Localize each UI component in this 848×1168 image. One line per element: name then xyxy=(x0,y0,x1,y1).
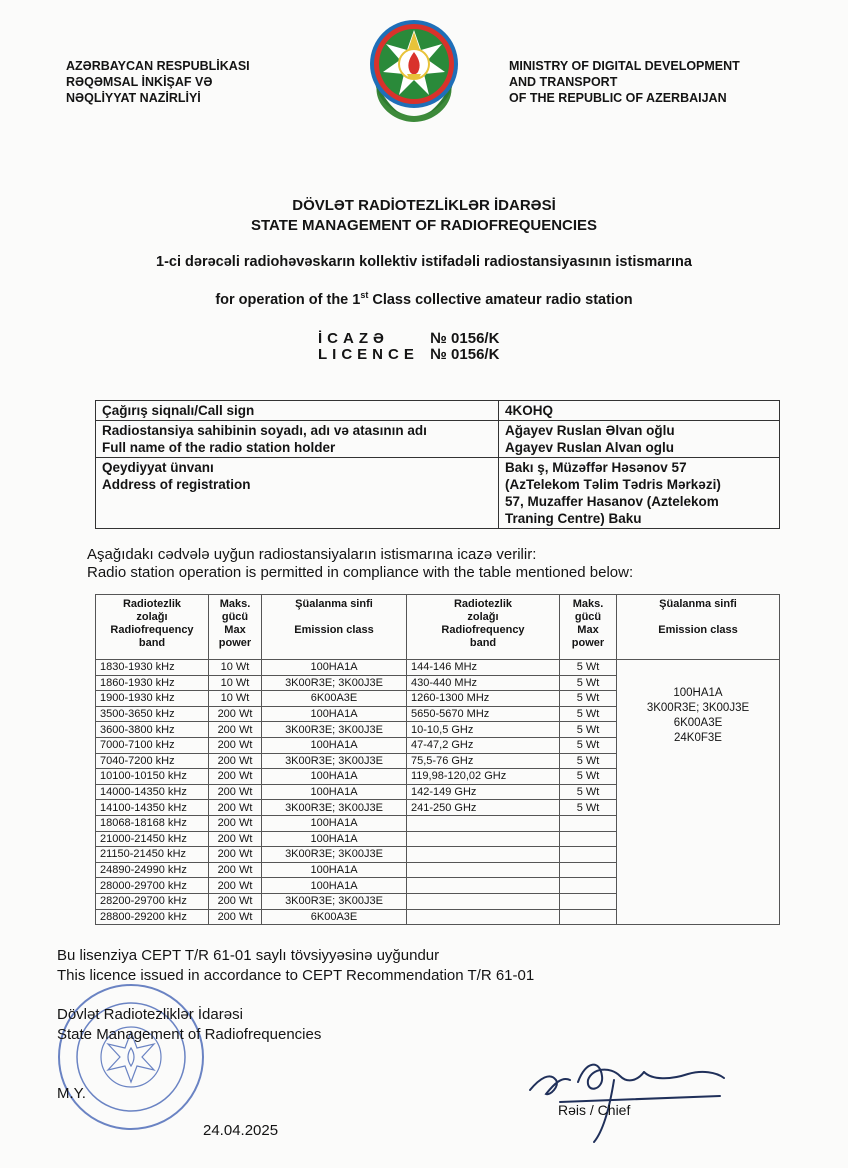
band-cell-2-empty xyxy=(407,909,560,925)
chief-label: Rəis / Chief xyxy=(558,1102,631,1118)
power-cell: 200 Wt xyxy=(209,893,262,909)
header-text: zolağı xyxy=(467,611,499,623)
power-cell: 10 Wt xyxy=(209,675,262,691)
band-cell-2: 142-149 GHz xyxy=(407,784,560,800)
band-cell: 24890-24990 kHz xyxy=(96,862,209,878)
header-text: Radiofrequency xyxy=(110,624,194,636)
header-band xyxy=(96,595,209,660)
header-text: power xyxy=(218,637,252,649)
address-label-az: Qeydiyyat ünvanı xyxy=(102,460,214,475)
address-label-en: Address of registration xyxy=(102,477,251,492)
address-row xyxy=(96,458,780,529)
holder-info-table xyxy=(95,400,780,529)
band-cell: 10100-10150 kHz xyxy=(96,769,209,785)
address-line: 57, Muzaffer Hasanov (Aztelekom xyxy=(505,494,719,509)
header-text: zolağı xyxy=(136,611,168,623)
header-text: Maks. xyxy=(219,598,251,610)
header-left-line: NƏQLİYYAT NAZİRLİYİ xyxy=(66,91,201,105)
header-text: Radiofrequency xyxy=(441,624,525,636)
header-emission xyxy=(262,595,407,660)
purpose-en-sup: st xyxy=(360,290,369,300)
agency-title-en: STATE MANAGEMENT OF RADIOFREQUENCIES xyxy=(250,217,598,234)
header-text: Şüalanma sinfi xyxy=(295,598,373,610)
holder-value-en: Agayev Ruslan Alvan oglu xyxy=(505,440,675,455)
state-emblem-icon xyxy=(365,14,463,126)
licence-line-en xyxy=(318,346,499,363)
header-text: power xyxy=(571,637,605,649)
emission-cell: 100HA1A xyxy=(262,737,407,753)
licence-number-en: № 0156/K xyxy=(430,346,500,363)
power-cell-2-empty xyxy=(560,893,617,909)
emission-class-item: 24K0F3E xyxy=(674,732,722,744)
agency-footer-en: State Management of Radiofrequencies xyxy=(57,1026,322,1043)
address-label xyxy=(96,458,499,529)
header-text: Emission class xyxy=(294,624,374,636)
address-line: Traning Centre) Baku xyxy=(505,511,642,526)
band-cell-2: 75,5-76 GHz xyxy=(407,753,560,769)
power-cell-2-empty xyxy=(560,878,617,894)
purpose-en-text-end: Class collective amateur radio station xyxy=(368,291,633,308)
emission-cell: 3K00R3E; 3K00J3E xyxy=(262,675,407,691)
licence-word-en: LICENCE xyxy=(318,346,419,363)
power-cell: 200 Wt xyxy=(209,737,262,753)
emission-cell: 3K00R3E; 3K00J3E xyxy=(262,753,407,769)
seal-place-label: M.Y. xyxy=(57,1085,86,1102)
cept-note xyxy=(57,946,534,986)
holder-value-az: Ağayev Ruslan Əlvan oğlu xyxy=(505,423,675,438)
licence-word-az: İCAZƏ xyxy=(318,330,389,347)
header-emission-2 xyxy=(617,595,780,660)
power-cell-2: 5 Wt xyxy=(560,800,617,816)
band-cell: 28000-29700 kHz xyxy=(96,878,209,894)
power-cell-2-empty xyxy=(560,909,617,925)
call-sign-label: Çağırış siqnalı/Call sign xyxy=(96,401,499,421)
band-cell-2-empty xyxy=(407,815,560,831)
power-cell: 200 Wt xyxy=(209,800,262,816)
table-row xyxy=(96,660,780,676)
band-cell-2-empty xyxy=(407,893,560,909)
band-cell-2-empty xyxy=(407,862,560,878)
emission-cell: 100HA1A xyxy=(262,660,407,676)
purpose-az: 1-ci dərəcəli radiohəvəskarın kollektiv istifadəli radiostansiyasının istismarına xyxy=(156,254,692,270)
power-cell-2: 5 Wt xyxy=(560,737,617,753)
bands-header-row xyxy=(96,595,780,660)
band-cell: 1860-1930 kHz xyxy=(96,675,209,691)
address-value xyxy=(499,458,780,529)
header-text: gücü xyxy=(574,611,602,623)
emission-cell: 3K00R3E; 3K00J3E xyxy=(262,893,407,909)
header-spacer xyxy=(619,611,777,624)
holder-value xyxy=(499,421,780,458)
issue-date: 24.04.2025 xyxy=(203,1122,279,1139)
holder-label-az: Radiostansiya sahibinin soyadı, adı və atasının adı xyxy=(102,423,427,438)
emission-class-item: 100HA1A xyxy=(673,687,723,699)
power-cell-2: 5 Wt xyxy=(560,753,617,769)
bands-body xyxy=(96,660,780,925)
band-cell: 14100-14350 kHz xyxy=(96,800,209,816)
band-cell: 3600-3800 kHz xyxy=(96,722,209,738)
header-left-line: AZƏRBAYCAN RESPUBLİKASI xyxy=(66,59,250,73)
header-spacer xyxy=(264,611,404,624)
power-cell-2: 5 Wt xyxy=(560,675,617,691)
header-power xyxy=(209,595,262,660)
power-cell-2-empty xyxy=(560,847,617,863)
band-cell: 21000-21450 kHz xyxy=(96,831,209,847)
band-cell: 18068-18168 kHz xyxy=(96,815,209,831)
band-cell-2: 144-146 MHz xyxy=(407,660,560,676)
emission-cell: 100HA1A xyxy=(262,706,407,722)
header-left xyxy=(66,58,250,106)
purpose-en xyxy=(0,290,848,308)
band-cell: 7000-7100 kHz xyxy=(96,737,209,753)
agency-footer-az: Dövlət Radiotezliklər İdarəsi xyxy=(57,1006,243,1023)
header-text: gücü xyxy=(221,611,249,623)
power-cell: 10 Wt xyxy=(209,660,262,676)
band-cell-2-empty xyxy=(407,831,560,847)
emission-class-item: 3K00R3E; 3K00J3E xyxy=(646,702,750,714)
band-cell-2: 5650-5670 MHz xyxy=(407,706,560,722)
permission-en: Radio station operation is permitted in compliance with the table mentioned below: xyxy=(87,564,634,581)
header-text: Max xyxy=(224,624,246,636)
emission-cell: 3K00R3E; 3K00J3E xyxy=(262,847,407,863)
band-cell: 1900-1930 kHz xyxy=(96,691,209,707)
power-cell-2: 5 Wt xyxy=(560,769,617,785)
power-cell: 200 Wt xyxy=(209,862,262,878)
power-cell: 200 Wt xyxy=(209,878,262,894)
power-cell-2: 5 Wt xyxy=(560,706,617,722)
power-cell: 200 Wt xyxy=(209,769,262,785)
power-cell: 200 Wt xyxy=(209,815,262,831)
header-text: Radiotezlik xyxy=(453,598,513,610)
emission-cell: 6K00A3E xyxy=(262,909,407,925)
header-right-line: MINISTRY OF DIGITAL DEVELOPMENT xyxy=(509,59,740,73)
call-sign-value: 4KOHQ xyxy=(499,401,780,421)
header-right xyxy=(509,58,740,106)
permission-text xyxy=(87,546,633,582)
signature-icon xyxy=(520,1050,740,1145)
signature-block xyxy=(57,1005,321,1045)
call-sign-row xyxy=(96,401,780,421)
band-cell-2: 119,98-120,02 GHz xyxy=(407,769,560,785)
purpose-en-text: for operation of the 1 xyxy=(215,291,361,308)
cept-en: This licence issued in accordance to CEPT Recommendation T/R 61-01 xyxy=(57,967,535,984)
band-cell-2: 430-440 MHz xyxy=(407,675,560,691)
frequency-bands-table xyxy=(95,594,780,925)
power-cell: 200 Wt xyxy=(209,831,262,847)
holder-row xyxy=(96,421,780,458)
emission-cell-2 xyxy=(617,660,780,925)
emission-cell: 100HA1A xyxy=(262,831,407,847)
band-cell: 7040-7200 kHz xyxy=(96,753,209,769)
address-line: Bakı ş, Müzəffər Həsənov 57 xyxy=(505,460,687,475)
power-cell-2-empty xyxy=(560,815,617,831)
emission-class-item: 6K00A3E xyxy=(673,717,723,729)
header-left-line: RƏQƏMSAL İNKİŞAF VƏ xyxy=(66,75,213,89)
band-cell: 14000-14350 kHz xyxy=(96,784,209,800)
band-cell: 28800-29200 kHz xyxy=(96,909,209,925)
power-cell: 200 Wt xyxy=(209,847,262,863)
emission-cell: 3K00R3E; 3K00J3E xyxy=(262,800,407,816)
header-band-2 xyxy=(407,595,560,660)
band-cell: 21150-21450 kHz xyxy=(96,847,209,863)
header-text: band xyxy=(469,637,497,649)
power-cell-2: 5 Wt xyxy=(560,691,617,707)
power-cell: 10 Wt xyxy=(209,691,262,707)
address-line: (AzTelekom Təlim Tədris Mərkəzi) xyxy=(505,477,721,492)
band-cell-2: 10-10,5 GHz xyxy=(407,722,560,738)
emission-cell: 6K00A3E xyxy=(262,691,407,707)
band-cell: 3500-3650 kHz xyxy=(96,706,209,722)
header-text: Emission class xyxy=(658,624,738,636)
licence-line-az xyxy=(318,330,499,347)
power-cell-2-empty xyxy=(560,831,617,847)
band-cell-2: 47-47,2 GHz xyxy=(407,737,560,753)
power-cell: 200 Wt xyxy=(209,909,262,925)
holder-label xyxy=(96,421,499,458)
power-cell: 200 Wt xyxy=(209,706,262,722)
holder-label-en: Full name of the radio station holder xyxy=(102,440,336,455)
power-cell: 200 Wt xyxy=(209,722,262,738)
header-power-2 xyxy=(560,595,617,660)
emission-cell: 100HA1A xyxy=(262,769,407,785)
power-cell: 200 Wt xyxy=(209,784,262,800)
header-text: band xyxy=(138,637,166,649)
band-cell: 1830-1930 kHz xyxy=(96,660,209,676)
band-cell-2: 241-250 GHz xyxy=(407,800,560,816)
power-cell-2: 5 Wt xyxy=(560,784,617,800)
header-text: Max xyxy=(577,624,599,636)
power-cell-2-empty xyxy=(560,862,617,878)
emission-cell: 100HA1A xyxy=(262,815,407,831)
band-cell-2-empty xyxy=(407,847,560,863)
licence-number-az: № 0156/K xyxy=(430,330,500,347)
power-cell-2: 5 Wt xyxy=(560,660,617,676)
cept-az: Bu lisenziya CEPT T/R 61-01 saylı tövsiyyəsinə uyğundur xyxy=(57,947,440,964)
band-cell-2: 1260-1300 MHz xyxy=(407,691,560,707)
header-text: Şüalanma sinfi xyxy=(659,598,737,610)
band-cell-2-empty xyxy=(407,878,560,894)
power-cell-2: 5 Wt xyxy=(560,722,617,738)
header-right-line: OF THE REPUBLIC OF AZERBAIJAN xyxy=(509,91,727,105)
header-text: Maks. xyxy=(572,598,604,610)
header-right-line: AND TRANSPORT xyxy=(509,75,618,89)
permission-az: Aşağıdakı cədvələ uyğun radiostansiyaların istismarına icazə verilir: xyxy=(87,546,537,563)
emission-cell: 3K00R3E; 3K00J3E xyxy=(262,722,407,738)
header-text: Radiotezlik xyxy=(122,598,182,610)
power-cell: 200 Wt xyxy=(209,753,262,769)
emission-cell: 100HA1A xyxy=(262,784,407,800)
emission-cell: 100HA1A xyxy=(262,878,407,894)
agency-title-az: DÖVLƏT RADİOTEZLİKLƏR İDARƏSİ xyxy=(292,197,556,214)
band-cell: 28200-29700 kHz xyxy=(96,893,209,909)
emission-cell: 100HA1A xyxy=(262,862,407,878)
